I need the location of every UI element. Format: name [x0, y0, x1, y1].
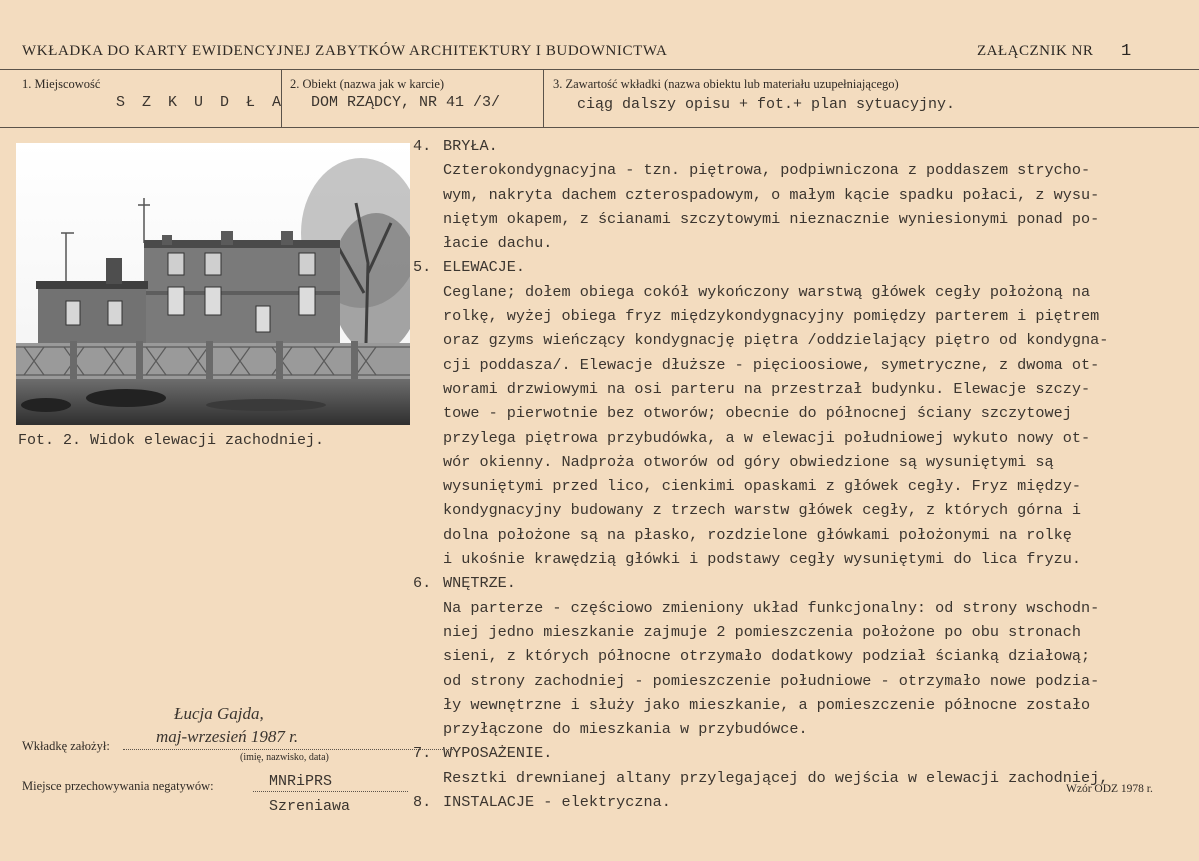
building-photo-image: [16, 143, 410, 425]
line-text: WYPOSAŻENIE.: [443, 744, 553, 763]
text-line: [413, 280, 1193, 304]
line-text: dolna położone są na płasko, rozdzielone główkami położonymi na rolkę: [443, 525, 1072, 544]
line-text: przyłączone do mieszkania w przybudówce.: [443, 720, 808, 739]
line-text: wór okienny. Nadproża otworów od góry obwiedzione są wysuniętymi są: [443, 452, 1054, 471]
section-heading-line: [413, 134, 1193, 158]
line-text: rolkę, wyżej obiega fryz międzykondygnacyjny pomiędzy parterem i piętrem: [443, 307, 1100, 326]
line-text: ELEWACJE.: [443, 258, 526, 277]
field-1-value: S Z K U D Ł A: [116, 94, 286, 111]
text-line: [413, 717, 1193, 741]
section-number: 4.: [413, 137, 432, 155]
field-divider-2: [543, 69, 544, 127]
text-line: [413, 328, 1193, 352]
text-line: [413, 231, 1193, 255]
text-line: [413, 183, 1193, 207]
author-name-hand: Łucja Gajda,: [174, 704, 264, 723]
line-text: BRYŁA.: [443, 137, 498, 155]
section-heading-line: [413, 255, 1193, 279]
template-label: Wzór ODZ 1978 r.: [1066, 783, 1153, 795]
line-text: worami drzwiowymi na osi parteru na przestrzał budynku. Elewacje szczy-: [443, 379, 1091, 398]
text-line: [413, 158, 1193, 182]
text-line: [413, 426, 1193, 450]
line-text: i ukośnie krawędzią główki i podstawy cegły wysuniętymi do lica fryzu.: [443, 550, 1081, 569]
text-line: [413, 596, 1193, 620]
annex-label: ZAŁĄCZNIK NR: [977, 43, 1094, 59]
negatives-label: Miejsce przechowywania negatywów:: [22, 779, 214, 793]
description-text: [413, 134, 1193, 814]
line-text: ły wewnętrzne i służy jako mieszkanie, a pomieszczenie północne zostało: [443, 695, 1091, 714]
section-number: 6.: [413, 574, 432, 593]
field-3-value: ciąg dalszy opisu + fot.+ plan sytuacyjny.: [577, 96, 956, 113]
text-line: [413, 498, 1193, 522]
author-label: Wkładkę założył:: [22, 739, 110, 753]
annex-number: 1: [1121, 42, 1132, 61]
author-underline: [123, 749, 453, 750]
text-line: [413, 669, 1193, 693]
fields-rule: [0, 127, 1199, 128]
author-hint: (imię, nazwisko, data): [240, 752, 329, 763]
line-text: Ceglane; dołem obiega cokół wykończony warstwą główek cegły położoną na: [443, 282, 1091, 301]
text-line: [413, 474, 1193, 498]
line-text: niej jedno mieszkanie zajmuje 2 pomieszczenia położone po obu stronach: [443, 622, 1081, 641]
card-title: WKŁADKA DO KARTY EWIDENCYJNEJ ZABYTKÓW ARCHITEKTURY I BUDOWNICTWA: [22, 43, 668, 59]
text-line: [413, 207, 1193, 231]
text-line: [413, 401, 1193, 425]
line-text: niętym okapem, z ścianami szczytowymi nieznacznie wyniesionymi ponad po-: [443, 209, 1100, 228]
photo-caption: Fot. 2. Widok elewacji zachodniej.: [18, 432, 325, 449]
field-3-label: 3. Zawartość wkładki (nazwa obiektu lub materiału uzupełniającego): [553, 77, 899, 91]
line-text: Czterokondygnacyjna - tzn. piętrowa, podpiwniczona z poddaszem strycho-: [443, 161, 1091, 180]
field-2-value: DOM RZĄDCY, NR 41 /3/: [311, 94, 501, 111]
line-text: Resztki drewnianej altany przylegającej do wejścia w elewacji zachodniej,: [443, 768, 1109, 787]
text-line: [413, 304, 1193, 328]
section-number: 8.: [413, 793, 432, 812]
text-line: [413, 644, 1193, 668]
line-text: sieni, z których północne otrzymało dodatkowy podział ścianką działową;: [443, 647, 1091, 666]
section-number: 5.: [413, 258, 432, 277]
line-text: towe - pierwotnie bez otworów; obecnie do północnej ściany szczytowej: [443, 404, 1072, 423]
text-line: [413, 620, 1193, 644]
line-text: łacie dachu.: [443, 234, 553, 253]
line-text: od strony zachodniej - pomieszczenie południowe - otrzymało nowe podzia-: [443, 671, 1100, 690]
line-text: oraz gzyms wieńczący kondygnację piętra /oddzielający piętro od kondygna-: [443, 331, 1109, 350]
field-1-label: 1. Miejscowość: [22, 77, 101, 91]
section-number: 7.: [413, 744, 432, 763]
line-text: wysuniętymi przed lico, cienkimi opaskami z główek cegły. Fryz między-: [443, 477, 1081, 496]
building-photo: [16, 143, 410, 425]
text-line: [413, 377, 1193, 401]
negatives-underline: [253, 791, 408, 792]
line-text: kondygnacyjny budowany z trzech warstw główek cegły, z których górna i: [443, 501, 1081, 520]
section-heading-line: [413, 741, 1193, 765]
line-text: Na parterze - częściowo zmieniony układ funkcjonalny: od strony wschodn-: [443, 598, 1100, 617]
text-line: [413, 523, 1193, 547]
header-rule: [0, 69, 1199, 70]
line-text: INSTALACJE - elektryczna.: [443, 793, 671, 812]
line-text: przylega piętrowa przybudówka, a w elewacji południowej wykuto nowy ot-: [443, 428, 1091, 447]
text-line: [413, 547, 1193, 571]
text-line: [413, 353, 1193, 377]
negatives-value-1: MNRiPRS: [269, 773, 333, 790]
field-2-label: 2. Obiekt (nazwa jak w karcie): [290, 77, 445, 91]
line-text: cji poddasza/. Elewacje dłuższe - pięcioosiowe, symetryczne, z dwoma ot-: [443, 355, 1100, 374]
author-date-hand: maj-wrzesień 1987 r.: [156, 727, 299, 746]
text-line: [413, 693, 1193, 717]
line-text: WNĘTRZE.: [443, 574, 516, 593]
section-heading-line: [413, 571, 1193, 595]
text-line: [413, 450, 1193, 474]
line-text: wym, nakryta dachem czterospadowym, o małym kącie spadku połaci, z wysu-: [443, 185, 1100, 204]
negatives-value-2: Szreniawa: [269, 798, 351, 815]
